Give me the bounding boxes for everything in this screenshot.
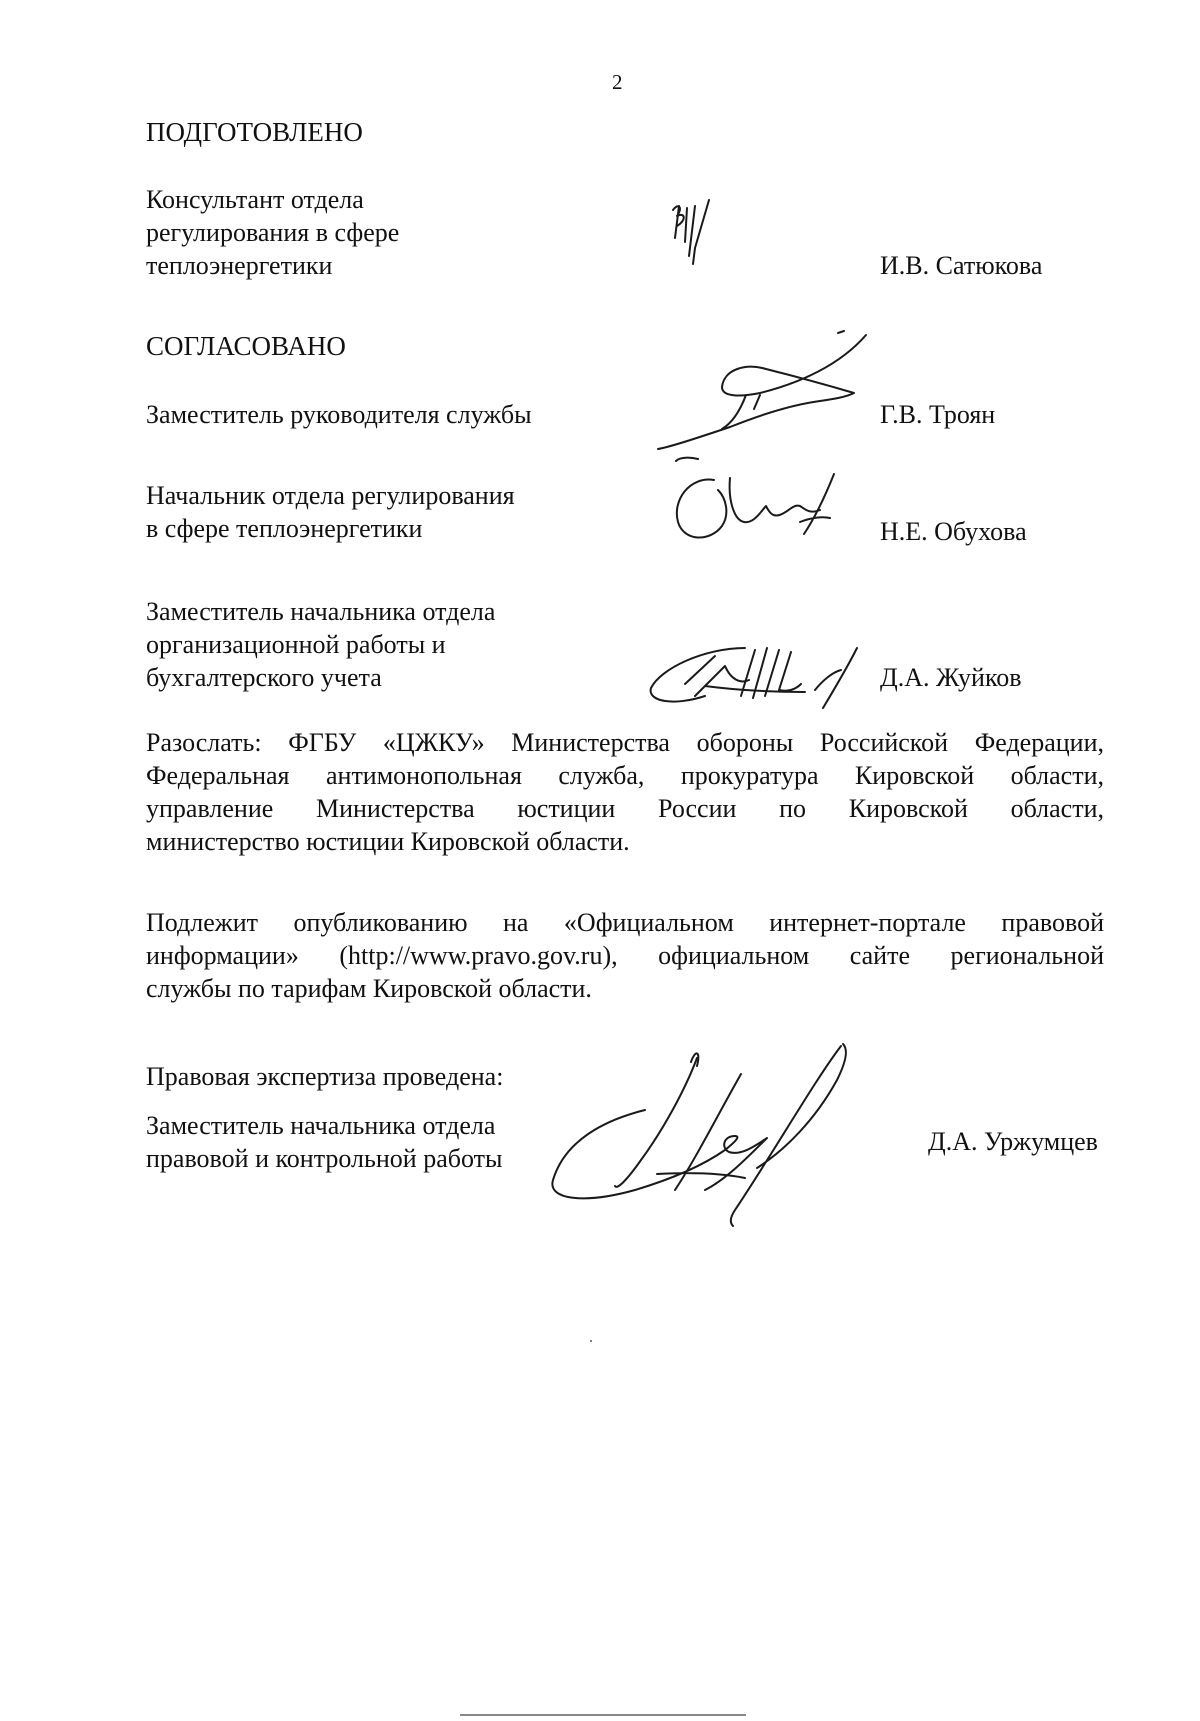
agreed-position-2: [146, 479, 515, 545]
scan-speck: [590, 1340, 592, 1342]
position-line: Заместитель начальника отдела: [146, 1111, 496, 1140]
distribution-paragraph: [146, 726, 1104, 858]
position-line: Начальник отдела регулирования: [146, 481, 515, 510]
agreed-heading: СОГЛАСОВАНО: [146, 331, 346, 361]
prepared-heading: ПОДГОТОВЛЕНО: [146, 117, 363, 147]
prepared-position: [146, 183, 399, 282]
legal-review-name: Д.А. Уржумцев: [928, 1127, 1098, 1156]
scan-edge-line: [460, 1714, 746, 1716]
signature-urzhumtsev: [545, 1040, 885, 1240]
signature-troyan: [650, 325, 875, 475]
distribution-line: Федеральная антимонопольная служба, прокуратура Кировской области,: [146, 761, 1104, 790]
signature-obukhova: [670, 470, 845, 550]
position-line: Консультант отдела: [146, 185, 364, 214]
publication-line: информации» (http://www.pravo.gov.ru), официальном сайте региональной: [146, 941, 1104, 970]
agreed-name-3: Д.А. Жуйков: [880, 663, 1022, 692]
agreed-name-1: Г.В. Троян: [880, 400, 996, 429]
position-line: правовой и контрольной работы: [146, 1144, 503, 1173]
position-line: организационной работы и: [146, 630, 446, 659]
distribution-line: министерство юстиции Кировской области.: [146, 827, 630, 856]
legal-review-position: [146, 1109, 502, 1175]
position-line: теплоэнергетики: [146, 251, 333, 280]
position-line: бухгалтерского учета: [146, 663, 382, 692]
publication-paragraph: [146, 906, 1104, 1005]
position-line: в сфере теплоэнергетики: [146, 514, 423, 543]
distribution-line: управление Министерства юстиции России по Кировской области,: [146, 794, 1104, 823]
publication-line: службы по тарифам Кировской области.: [146, 974, 592, 1003]
signature-zhuykov: [645, 640, 875, 715]
position-line: Заместитель руководителя службы: [146, 400, 532, 429]
page-number: 2: [612, 70, 623, 94]
agreed-position-3: [146, 595, 495, 694]
publication-line: Подлежит опубликованию на «Официальном интернет-портале правовой: [146, 908, 1104, 937]
position-line: Заместитель начальника отдела: [146, 597, 496, 626]
legal-review-heading: Правовая экспертиза проведена:: [146, 1062, 504, 1091]
signature-satyukova: [665, 198, 715, 268]
agreed-position-1: [146, 398, 532, 431]
distribution-line: Разослать: ФГБУ «ЦЖКУ» Министерства обороны Российской Федерации,: [146, 728, 1104, 757]
prepared-name: И.В. Сатюкова: [880, 251, 1043, 280]
position-line: регулирования в сфере: [146, 218, 400, 247]
agreed-name-2: Н.Е. Обухова: [880, 517, 1027, 546]
